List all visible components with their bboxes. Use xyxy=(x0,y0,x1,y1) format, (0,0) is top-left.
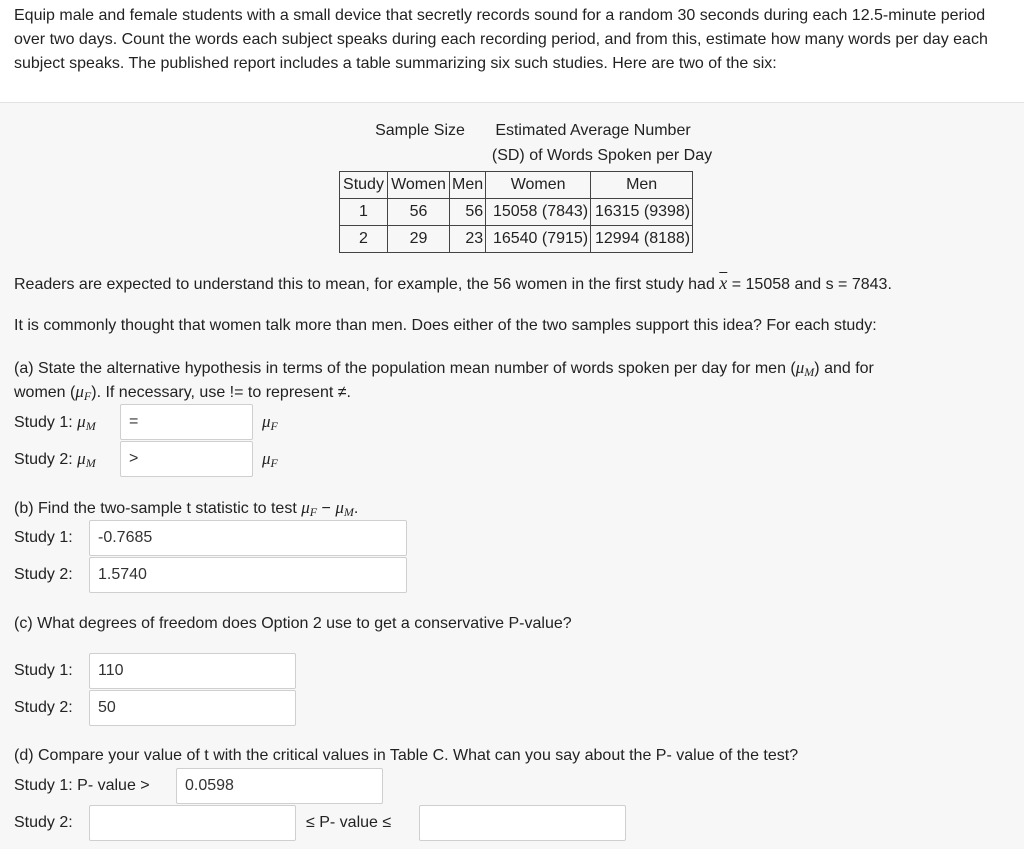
readers-after: = 15058 and s = 7843. xyxy=(727,276,892,293)
mu-symbol: μ xyxy=(75,382,84,401)
subscript-m: M xyxy=(804,365,815,379)
col-men-avg: Men xyxy=(591,172,693,199)
cell: 15058 (7843) xyxy=(486,199,591,226)
subscript-m: M xyxy=(85,419,96,433)
part-a-study1-label xyxy=(14,412,96,436)
part-c-study1-input[interactable]: 110 xyxy=(89,653,296,689)
part-c-study2-label: Study 2: xyxy=(14,699,73,716)
mu-symbol: μ xyxy=(301,498,310,517)
estimate-header-line1: Estimated Average Number xyxy=(495,122,691,139)
intro-text: Equip male and female students with a small device that secretly records sound for a random 30 seconds during each 12.5-minute period over two days. Count the words each subject speaks during each recording period, and from this, estimate how many words per day each subject speaks. The published report includes a table summarizing six such studies. Here are two of the six: xyxy=(0,0,1024,103)
cell: 2 xyxy=(340,226,388,253)
table-header-row xyxy=(340,172,693,199)
studies-table xyxy=(339,171,693,253)
part-a-prompt-line1 xyxy=(14,358,874,382)
part-d-prompt: (d) Compare your value of t with the critical values in Table C. What can you say about the P- value of the test? xyxy=(14,747,799,764)
sample-size-header: Sample Size xyxy=(375,122,465,139)
part-b-study2-input[interactable]: 1.5740 xyxy=(89,557,407,593)
table-row xyxy=(340,226,693,253)
part-a-text: ) and for xyxy=(814,360,874,377)
part-b-text: . xyxy=(353,500,359,517)
cell: 56 xyxy=(388,199,450,226)
part-d-study1-input[interactable]: 0.0598 xyxy=(176,768,383,804)
mu-symbol: μ xyxy=(262,412,271,431)
minus-sign: − xyxy=(317,500,336,517)
part-a-study2-select[interactable]: > xyxy=(120,441,253,477)
part-d-study2-lower-input[interactable] xyxy=(89,805,296,841)
subscript-f: F xyxy=(309,505,318,519)
col-women-size: Women xyxy=(388,172,450,199)
part-a-text: women ( xyxy=(14,384,76,401)
mu-symbol: μ xyxy=(795,358,805,377)
part-c-study2-input[interactable]: 50 xyxy=(89,690,296,726)
part-a-study2-muf xyxy=(262,449,278,473)
part-b-study2-label: Study 2: xyxy=(14,566,73,583)
readers-before: Readers are expected to understand this to mean, for example, the 56 women in the first study had xyxy=(14,276,720,293)
mu-symbol: μ xyxy=(77,449,86,468)
part-a-text: ). If necessary, use != to represent ≠. xyxy=(91,384,351,401)
estimate-header-line2: (SD) of Words Spoken per Day xyxy=(491,147,713,164)
part-a-study1-muf xyxy=(262,412,278,436)
subscript-f: F xyxy=(83,389,92,403)
readers-line xyxy=(14,273,892,295)
part-a-study1-select[interactable]: = xyxy=(120,404,253,440)
subscript-f: F xyxy=(270,419,278,433)
mu-symbol: μ xyxy=(77,412,86,431)
part-b-text: (b) Find the two-sample t statistic to test xyxy=(14,500,302,517)
col-women-avg: Women xyxy=(486,172,591,199)
part-b-study1-input[interactable]: -0.7685 xyxy=(89,520,407,556)
part-c-prompt: (c) What degrees of freedom does Option 2 use to get a conservative P-value? xyxy=(14,615,572,632)
part-b-study1-label: Study 1: xyxy=(14,529,73,546)
part-d-study2-upper-input[interactable] xyxy=(419,805,626,841)
x-bar-symbol: $\overline{x}$ xyxy=(719,273,728,293)
col-men-size: Men xyxy=(450,172,486,199)
subscript-f: F xyxy=(270,456,278,470)
table-row xyxy=(340,199,693,226)
subscript-m: M xyxy=(85,456,96,470)
part-a-prompt-line2 xyxy=(14,382,351,406)
part-d-study2-label: Study 2: xyxy=(14,814,73,831)
part-a-study2-label xyxy=(14,449,96,473)
cell: 16315 (9398) xyxy=(591,199,693,226)
mu-symbol: μ xyxy=(335,498,344,517)
subscript-m: M xyxy=(343,505,354,519)
part-b-prompt xyxy=(14,498,358,522)
part-c-study1-label: Study 1: xyxy=(14,662,73,679)
cell: 12994 (8188) xyxy=(591,226,693,253)
cell: 56 xyxy=(450,199,486,226)
cell: 16540 (7915) xyxy=(486,226,591,253)
cell: 1 xyxy=(340,199,388,226)
part-a-text: (a) State the alternative hypothesis in terms of the population mean number of words spoken per day for men ( xyxy=(14,360,796,377)
question-text: It is commonly thought that women talk more than men. Does either of the two samples support this idea? For each study: xyxy=(14,317,877,334)
label: Study 1: xyxy=(14,414,78,431)
cell: 29 xyxy=(388,226,450,253)
label: Study 2: xyxy=(14,451,78,468)
mu-symbol: μ xyxy=(262,449,271,468)
part-d-study1-label: Study 1: P- value > xyxy=(14,777,150,794)
col-study: Study xyxy=(340,172,388,199)
part-d-between-label: ≤ P- value ≤ xyxy=(306,814,392,831)
cell: 23 xyxy=(450,226,486,253)
